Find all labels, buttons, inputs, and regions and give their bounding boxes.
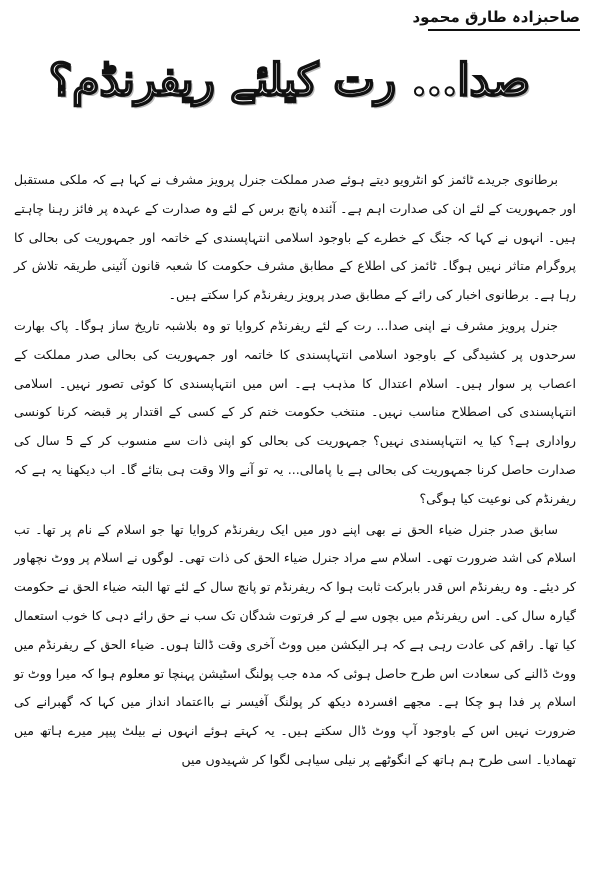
author-byline: صاحبزادہ طارق محمود (412, 8, 580, 26)
article-paragraph-3: سابق صدر جنرل ضیاء الحق نے بھی اپنے دور میں ایک ریفرنڈم کروایا تھا جو اسلام کے نام پر تھا۔ تب اسلام کی اشد ضرورت تھی۔ اسلام سے مراد جنرل ضیاء الحق کی ذات تھی۔ لوگوں نے اسلام پر ووٹ نچھاور کر دیئے۔ وہ ریفرنڈم اس قدر بابرکت ثابت ہوا کہ ریفرنڈم تو پانچ سال کے لئے تھا البتہ ضیاء الحق نے حکومت گیارہ سال کی۔ اس ریفرنڈم میں بچوں سے لے کر فرتوت شدگان تک سب نے حق رائے دہی کا خوب استعمال کیا تھا۔ راقم کی عادت رہی ہے کہ ہر الیکشن میں ووٹ آخری وقت ڈالتا ہوں۔ ضیاء الحق کے ریفرنڈم میں ووٹ ڈالنے کی سعادت اس طرح حاصل ہوئی کہ مدہ جب پولنگ اسٹیشن پہنچا تو معلوم ہوا کہ میرا ووٹ تو اسلام پر فدا ہو چکا ہے۔ مجھے افسردہ دیکھ کر پولنگ آفیسر نے بااعتماد انداز میں کہا کہ گھبرانے کی ضرورت نہیں اس کے باوجود آپ ووٹ ڈال سکتے ہیں۔ یہ کہتے ہوئے انہوں نے بیلٹ پیپر میرے ہاتھ میں تھمادیا۔ اسی طرح ہم ہاتھ کے انگوٹھے پر نیلی سیاہی لگوا کر شہیدوں میں (14, 521, 576, 767)
byline-block (412, 6, 580, 31)
article-paragraph-2: جنرل پرویز مشرف نے اپنی صدا... رت کے لئے ریفرنڈم کروایا تو وہ بلاشبہ تاریخ ساز ہوگا۔ پاک بھارت سرحدوں پر کشیدگی کے باوجود اسلامی انتہاپسندی کا خاتمہ اور جمہوریت کی بحالی صدر مملکت کے اعصاب پر سوار ہیں۔ اسلام اعتدال کا مذہب ہے۔ اس میں انتہاپسندی کا کوئی تصور نہیں۔ اسلامی انتہاپسندی کی اصطلاح مناسب نہیں۔ منتخب حکومت ختم کر کے کسی کے اقتدار پر قبضہ کرنا کونسی رواداری ہے؟ کیا یہ انتہاپسندی نہیں؟ جمہوریت کی بحالی کو اپنی ذات سے منسوب کر کے 5 سال کی صدارت حاصل کرنا جمہوریت کی بحالی ہے یا پامالی... یہ تو آنے والا وقت ہی بتائے گا۔ اب دیکھنا یہ ہے کہ ریفرنڈم کی نوعیت کیا ہوگی؟ (14, 317, 577, 506)
byline-underline (428, 29, 580, 31)
article-body (14, 166, 576, 775)
article-paragraph-1: برطانوی جریدے ٹائمز کو انٹرویو دیتے ہوئے صدر مملکت جنرل پرویز مشرف نے کہا ہے کہ ملکی مستقبل اور جمہوریت کے لئے ان کی صدارت اہم ہے۔ آئندہ پانچ برس کے لئے وہ صدارت کے عہدہ پر فائز رہنا چاہتے ہیں۔ انہوں نے کہا کہ جنگ کے خطرے کے باوجود اسلامی انتہاپسندی کے خاتمہ اور جمہوریت کی بحالی کا پروگرام متاثر نہیں ہوگا۔ ٹائمز کی اطلاع کے مطابق مشرف حکومت کا شعبہ قانون آئینی طریقہ تلاش کر رہا ہے۔ برطانوی اخبار کی رائے کے مطابق صدر پرویز ریفرنڈم کرا سکتے ہیں۔ (14, 172, 576, 303)
article-headline: صدا... رت کیلئے ریفرنڈم؟ (48, 55, 530, 106)
